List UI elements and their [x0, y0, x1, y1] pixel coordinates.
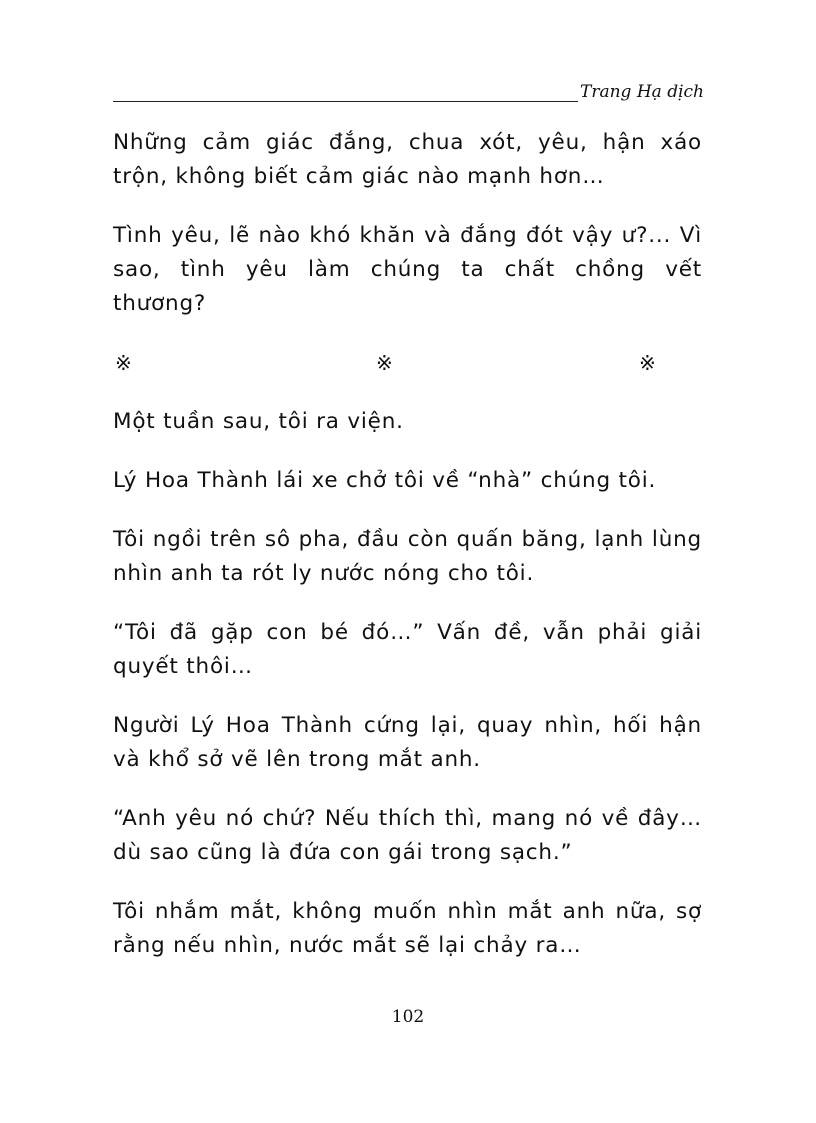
paragraph-9: Tôi nhắm mắt, không muốn nhìn mắt anh nữa, sợ rằng nếu nhìn, nước mắt sẽ lại chảy ra…: [113, 899, 702, 958]
paragraph-2: Tình yêu, lẽ nào khó khăn và đắng đót vậy ư?... Vì sao, tình yêu làm chúng ta chất chồng vết thương?: [113, 223, 702, 316]
paragraph-7: Người Lý Hoa Thành cứng lại, quay nhìn, hối hận và khổ sở vẽ lên trong mắt anh.: [113, 713, 702, 772]
paragraph-4: Lý Hoa Thành lái xe chở tôi về “nhà” chúng tôi.: [113, 468, 657, 493]
separator-symbol-2: ※: [376, 351, 394, 375]
section-separator: [113, 346, 702, 380]
paragraph-5: Tôi ngồi trên sô pha, đầu còn quấn băng, lạnh lùng nhìn anh ta rót ly nước nóng cho tôi.: [113, 527, 702, 586]
paragraph-1: Những cảm giác đắng, chua xót, yêu, hận xáo trộn, không biết cảm giác nào mạnh hơn…: [113, 130, 702, 189]
page-header: [113, 80, 713, 108]
header-rule: [113, 101, 578, 102]
paragraph-6: “Tôi đã gặp con bé đó…” Vấn đề, vẫn phải giải quyết thôi…: [113, 620, 702, 679]
separator-symbol-3: ※: [639, 351, 657, 375]
paragraph-8: “Anh yêu nó chứ? Nếu thích thì, mang nó về đây… dù sao cũng là đứa con gái trong sạch.”: [113, 806, 702, 865]
paragraph-3: Một tuần sau, tôi ra viện.: [113, 409, 404, 434]
separator-symbol-1: ※: [115, 351, 133, 375]
page-number: 102: [391, 1007, 425, 1027]
header-title: Trang Hạ dịch: [580, 82, 704, 102]
page-body: [113, 126, 702, 988]
